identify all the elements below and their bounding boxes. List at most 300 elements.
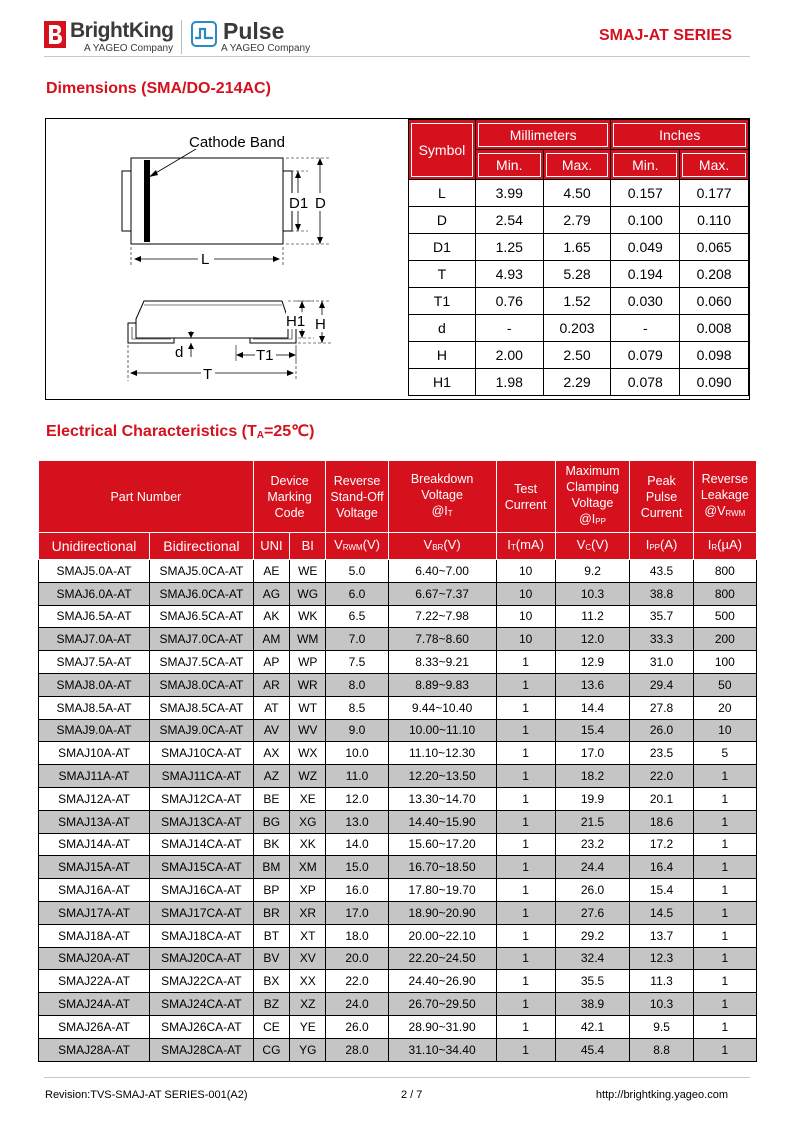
millimeters-header: Millimeters [475,120,611,150]
vc-value: 11.2 [555,605,630,628]
it-value: 1 [496,993,555,1016]
ir-value: 1 [693,765,756,788]
vc-value: 26.0 [555,879,630,902]
bi-part: SMAJ11CA-AT [150,765,254,788]
dimension-symbol: H1 [409,369,476,396]
it-value: 1 [496,787,555,810]
vrwm-value: 22.0 [326,970,388,993]
vc-value: 29.2 [555,924,630,947]
ir-value: 100 [693,651,756,674]
pulse-mark-icon [191,21,217,47]
uni-part: SMAJ7.5A-AT [39,651,150,674]
bi-code: YG [290,1038,326,1061]
vbr-value: 7.78~8.60 [388,628,496,651]
bi-code: WP [290,651,326,674]
vc-value: 13.6 [555,673,630,696]
uni-code: BK [253,833,289,856]
uni-code-header: UNI [253,533,289,560]
vc-value: 35.5 [555,970,630,993]
vrwm-value: 16.0 [326,879,388,902]
dimension-row [409,234,749,261]
series-title: SMAJ-AT SERIES [598,27,732,44]
uni-code: CG [253,1038,289,1061]
dimension-value: 0.110 [680,207,749,234]
footer-divider [44,1077,750,1078]
vbr-value: 13.30~14.70 [388,787,496,810]
uni-code: BX [253,970,289,993]
bi-code: WZ [290,765,326,788]
it-value: 10 [496,560,555,583]
bi-part: SMAJ7.5CA-AT [150,651,254,674]
uni-code: BT [253,924,289,947]
ir-value: 800 [693,582,756,605]
ir-value: 200 [693,628,756,651]
electrical-table [38,460,757,1062]
ir-value: 800 [693,560,756,583]
vbr-value: 7.22~7.98 [388,605,496,628]
it-value: 1 [496,719,555,742]
bi-code: XR [290,901,326,924]
dimension-value: 1.25 [475,234,543,261]
vc-value: 45.4 [555,1038,630,1061]
ipp-value: 43.5 [630,560,693,583]
vc-value: 14.4 [555,696,630,719]
bi-part: SMAJ18CA-AT [150,924,254,947]
vrwm-value: 28.0 [326,1038,388,1061]
bi-part: SMAJ16CA-AT [150,879,254,902]
vbr-value: 9.44~10.40 [388,696,496,719]
vbr-value: 6.40~7.00 [388,560,496,583]
dimension-value: 4.50 [543,180,611,207]
vc-value: 32.4 [555,947,630,970]
dimension-value: 0.203 [543,315,611,342]
dimension-symbol: D [409,207,476,234]
uni-code: AX [253,742,289,765]
it-value: 1 [496,856,555,879]
it-value: 1 [496,742,555,765]
vbr-value: 6.67~7.37 [388,582,496,605]
vrwm-value: 17.0 [326,901,388,924]
vrwm-value: 8.0 [326,673,388,696]
uni-code: AV [253,719,289,742]
it-value: 1 [496,879,555,902]
test-current-header: Test Current [496,461,555,533]
bi-part: SMAJ6.0CA-AT [150,582,254,605]
vc-value: 9.2 [555,560,630,583]
ipp-value: 13.7 [630,924,693,947]
bi-part: SMAJ17CA-AT [150,901,254,924]
bi-code: WV [290,719,326,742]
it-value: 1 [496,970,555,993]
dimension-symbol: D1 [409,234,476,261]
uni-code: AE [253,560,289,583]
brightking-sub: A YAGEO Company [84,43,174,54]
bi-part: SMAJ20CA-AT [150,947,254,970]
ipp-value: 10.3 [630,993,693,1016]
ir-value: 50 [693,673,756,696]
dimension-value: 0.078 [611,369,680,396]
table-row [39,879,757,902]
uni-code: AZ [253,765,289,788]
in-min-header: Min. [611,150,680,180]
vrwm-value: 20.0 [326,947,388,970]
brightking-logo [44,18,174,58]
bi-part: SMAJ14CA-AT [150,833,254,856]
dimensions-table [408,119,749,396]
bi-code: WE [290,560,326,583]
table-row [39,582,757,605]
dimension-value: 2.79 [543,207,611,234]
dimension-row [409,342,749,369]
logo-divider [181,20,182,54]
vc-value: 23.2 [555,833,630,856]
vc-value: 42.1 [555,1015,630,1038]
ipp-value: 17.2 [630,833,693,856]
uni-code: AK [253,605,289,628]
uni-code: BZ [253,993,289,1016]
table-row [39,765,757,788]
vbr-value: 15.60~17.20 [388,833,496,856]
bi-part: SMAJ22CA-AT [150,970,254,993]
dimension-symbol: d [409,315,476,342]
bi-code: WG [290,582,326,605]
pulse-logo [191,18,321,58]
vc-header: $V_C(V)$ [555,533,630,560]
dimension-row [409,369,749,396]
bi-part: SMAJ6.5CA-AT [150,605,254,628]
dimension-value: 4.93 [475,261,543,288]
h-label: H [315,316,326,333]
brightking-name: BrightKing [70,19,174,42]
dimension-row [409,207,749,234]
footer-url[interactable]: http://brightking.yageo.com [595,1089,728,1101]
table-row [39,560,757,583]
table-row [39,993,757,1016]
vbr-header: $V_{BR}(V)$ [388,533,496,560]
it-value: 1 [496,1015,555,1038]
ir-header: $I_R(\mu A)$ [693,533,756,560]
vrwm-value: 7.0 [326,628,388,651]
bi-part: SMAJ10CA-AT [150,742,254,765]
bi-code: WX [290,742,326,765]
ipp-value: 9.5 [630,1015,693,1038]
it-value: 1 [496,765,555,788]
t1-label: T1 [256,347,274,364]
bi-code: XV [290,947,326,970]
vrwm-header: $V_{RWM}(V)$ [326,533,388,560]
mm-min-header: Min. [475,150,543,180]
table-row [39,924,757,947]
ipp-value: 35.7 [630,605,693,628]
ipp-value: 26.0 [630,719,693,742]
uni-part: SMAJ7.0A-AT [39,628,150,651]
dimension-value: 0.030 [611,288,680,315]
table-row [39,696,757,719]
ir-value: 1 [693,1038,756,1061]
cathode-label: Cathode Band [189,134,285,151]
uni-part: SMAJ8.5A-AT [39,696,150,719]
vrwm-value: 24.0 [326,993,388,1016]
table-row [39,628,757,651]
vc-value: 21.5 [555,810,630,833]
dimension-symbol: L [409,180,476,207]
dimension-value: - [475,315,543,342]
uni-code: BG [253,810,289,833]
in-max-header: Max. [680,150,749,180]
it-value: 1 [496,947,555,970]
vrwm-value: 5.0 [326,560,388,583]
it-value: 1 [496,696,555,719]
bi-header: Bidirectional [150,533,254,560]
ir-value: 500 [693,605,756,628]
vbr-value: 28.90~31.90 [388,1015,496,1038]
dimension-symbol: T [409,261,476,288]
pulse-sub: A YAGEO Company [221,43,311,54]
it-value: 10 [496,582,555,605]
ipp-value: 15.4 [630,879,693,902]
dimension-value: 1.65 [543,234,611,261]
vbr-value: 14.40~15.90 [388,810,496,833]
footer-page-number: 2 / 7 [401,1089,423,1101]
it-header: $I_T(mA)$ [496,533,555,560]
it-value: 1 [496,651,555,674]
uni-code: BV [253,947,289,970]
dimension-value: 0.049 [611,234,680,261]
ipp-value: 38.8 [630,582,693,605]
vrwm-value: 6.0 [326,582,388,605]
dimension-value: 0.194 [611,261,680,288]
vbr-value: 17.80~19.70 [388,879,496,902]
vrwm-value: 14.0 [326,833,388,856]
bi-part: SMAJ9.0CA-AT [150,719,254,742]
it-value: 1 [496,1038,555,1061]
vbr-value: 26.70~29.50 [388,993,496,1016]
ipp-value: 11.3 [630,970,693,993]
ir-value: 5 [693,742,756,765]
dimension-value: 0.76 [475,288,543,315]
table-row [39,605,757,628]
vrwm-value: 12.0 [326,787,388,810]
uni-code: BE [253,787,289,810]
vc-value: 12.0 [555,628,630,651]
d1-label: D1 [289,195,309,212]
ir-value: 1 [693,787,756,810]
vrwm-value: 7.5 [326,651,388,674]
uni-part: SMAJ16A-AT [39,879,150,902]
uni-part: SMAJ26A-AT [39,1015,150,1038]
uni-part: SMAJ8.0A-AT [39,673,150,696]
clamping-header: Maximum Clamping Voltage $@I_{PP}$ [555,461,630,533]
header-divider [44,56,750,57]
uni-part: SMAJ17A-AT [39,901,150,924]
dimension-row [409,180,749,207]
ipp-value: 33.3 [630,628,693,651]
vrwm-value: 6.5 [326,605,388,628]
vbr-value: 24.40~26.90 [388,970,496,993]
vc-value: 27.6 [555,901,630,924]
bi-code: XX [290,970,326,993]
dimension-symbol: H [409,342,476,369]
uni-code: AT [253,696,289,719]
ipp-value: 22.0 [630,765,693,788]
dimension-value: 0.090 [680,369,749,396]
ipp-value: 31.0 [630,651,693,674]
bi-code: YE [290,1015,326,1038]
table-row [39,901,757,924]
d-small-label: d [175,344,184,361]
table-row [39,856,757,879]
pulse-name: Pulse [223,18,285,44]
bi-part: SMAJ5.0CA-AT [150,560,254,583]
d-label: D [315,195,326,212]
dimension-value: 0.065 [680,234,749,261]
vbr-value: 31.10~34.40 [388,1038,496,1061]
table-row [39,1015,757,1038]
vrwm-value: 8.5 [326,696,388,719]
uni-part: SMAJ6.5A-AT [39,605,150,628]
table-row [39,833,757,856]
bi-code: XM [290,856,326,879]
uni-code: CE [253,1015,289,1038]
dimension-row [409,315,749,342]
dimension-value: 1.98 [475,369,543,396]
vbr-value: 10.00~11.10 [388,719,496,742]
bi-part: SMAJ8.5CA-AT [150,696,254,719]
uni-part: SMAJ12A-AT [39,787,150,810]
vbr-value: 11.10~12.30 [388,742,496,765]
breakdown-header: Breakdown Voltage $@I_T$ [388,461,496,533]
vc-value: 10.3 [555,582,630,605]
dimension-value: 0.079 [611,342,680,369]
vrwm-value: 18.0 [326,924,388,947]
vbr-value: 18.90~20.90 [388,901,496,924]
bi-part: SMAJ13CA-AT [150,810,254,833]
it-value: 10 [496,628,555,651]
uni-part: SMAJ5.0A-AT [39,560,150,583]
ir-value: 1 [693,970,756,993]
dimension-value: 3.99 [475,180,543,207]
ir-value: 1 [693,924,756,947]
uni-code: BP [253,879,289,902]
table-row [39,970,757,993]
vrwm-value: 26.0 [326,1015,388,1038]
bi-code: XZ [290,993,326,1016]
bi-code: XG [290,810,326,833]
footer-revision: Revision:TVS-SMAJ-AT SERIES-001(A2) [45,1089,248,1101]
uni-code: AP [253,651,289,674]
vc-value: 17.0 [555,742,630,765]
bi-code: WT [290,696,326,719]
ir-value: 1 [693,947,756,970]
part-number-header: Part Number [39,461,254,533]
uni-part: SMAJ18A-AT [39,924,150,947]
uni-part: SMAJ22A-AT [39,970,150,993]
ipp-value: 8.8 [630,1038,693,1061]
ir-value: 1 [693,810,756,833]
uni-code: AG [253,582,289,605]
dimensions-title: Dimensions (SMA/DO-214AC) [46,80,271,97]
ir-value: 20 [693,696,756,719]
ipp-value: 16.4 [630,856,693,879]
ipp-value: 27.8 [630,696,693,719]
table-row [39,787,757,810]
inches-header: Inches [611,120,749,150]
bi-code: WR [290,673,326,696]
uni-part: SMAJ24A-AT [39,993,150,1016]
dimension-value: 2.50 [543,342,611,369]
marking-header: Device Marking Code [253,461,326,533]
package-drawing [46,119,408,399]
uni-part: SMAJ14A-AT [39,833,150,856]
peak-pulse-header: Peak Pulse Current [630,461,693,533]
ipp-value: 20.1 [630,787,693,810]
dimension-symbol: T1 [409,288,476,315]
bi-code: XP [290,879,326,902]
ipp-value: 18.6 [630,810,693,833]
vbr-value: 12.20~13.50 [388,765,496,788]
bi-part: SMAJ28CA-AT [150,1038,254,1061]
t-label: T [203,366,213,383]
vbr-value: 8.33~9.21 [388,651,496,674]
uni-code: AR [253,673,289,696]
uni-part: SMAJ6.0A-AT [39,582,150,605]
table-row [39,673,757,696]
vc-value: 15.4 [555,719,630,742]
uni-part: SMAJ9.0A-AT [39,719,150,742]
ipp-value: 14.5 [630,901,693,924]
uni-header: Unidirectional [39,533,150,560]
dimension-value: 0.100 [611,207,680,234]
mm-max-header: Max. [543,150,611,180]
vc-value: 24.4 [555,856,630,879]
dimension-row [409,288,749,315]
bi-part: SMAJ24CA-AT [150,993,254,1016]
it-value: 1 [496,810,555,833]
bi-code: XE [290,787,326,810]
dimension-value: 2.54 [475,207,543,234]
bi-code-header: BI [290,533,326,560]
table-row [39,742,757,765]
bi-code: XT [290,924,326,947]
vbr-value: 16.70~18.50 [388,856,496,879]
uni-part: SMAJ15A-AT [39,856,150,879]
vbr-value: 22.20~24.50 [388,947,496,970]
uni-part: SMAJ28A-AT [39,1038,150,1061]
dimension-value: 0.008 [680,315,749,342]
ir-value: 1 [693,993,756,1016]
dimension-value: 5.28 [543,261,611,288]
symbol-header: Symbol [409,120,476,180]
dimension-value: 1.52 [543,288,611,315]
vc-value: 19.9 [555,787,630,810]
bi-part: SMAJ26CA-AT [150,1015,254,1038]
ir-value: 1 [693,856,756,879]
l-label: L [201,251,210,268]
brightking-mark-icon [44,21,66,48]
ipp-value: 12.3 [630,947,693,970]
vc-value: 38.9 [555,993,630,1016]
dimension-value: 2.00 [475,342,543,369]
bi-part: SMAJ8.0CA-AT [150,673,254,696]
it-value: 10 [496,605,555,628]
vbr-value: 20.00~22.10 [388,924,496,947]
it-value: 1 [496,833,555,856]
ir-value: 1 [693,833,756,856]
vbr-value: 8.89~9.83 [388,673,496,696]
vrwm-value: 9.0 [326,719,388,742]
table-row [39,947,757,970]
vrwm-value: 10.0 [326,742,388,765]
